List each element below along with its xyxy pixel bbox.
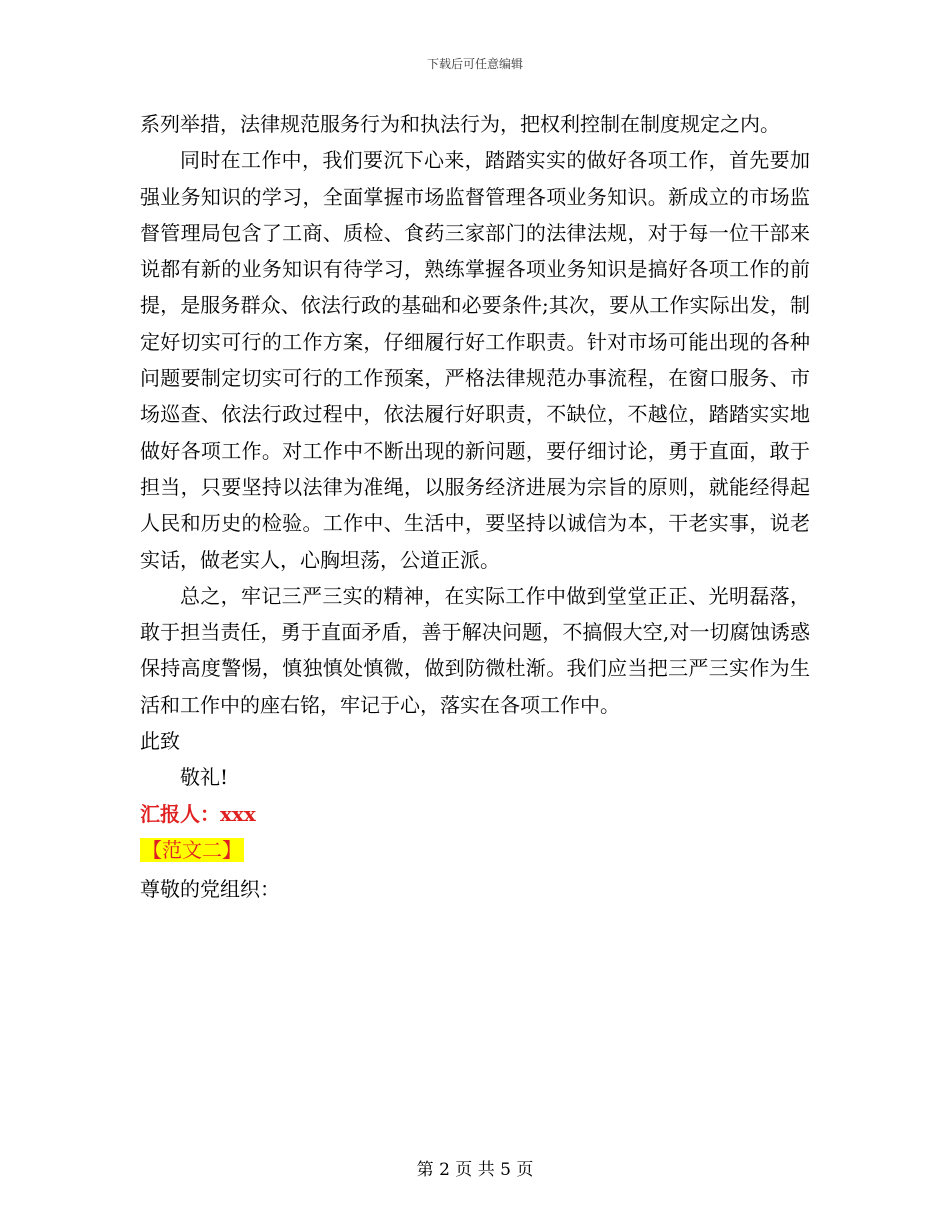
paragraph-3: 总之，牢记三严三实的精神，在实际工作中做到堂堂正正、光明磊落，敢于担当责任，勇于直面矛盾，善于解决问题，不搞假大空,对一切腐蚀诱惑保持高度警惕，慎独慎处慎微，做到防微杜渐。我们应当把三严三实作为生活和工作中的座右铭，牢记于心，落实在各项工作中。 xyxy=(140,583,810,717)
section-title-text: 【范文二】 xyxy=(142,837,242,862)
salutation: 尊敬的党组织： xyxy=(140,877,280,902)
paragraph-1: 系列举措，法律规范服务行为和执法行为，把权利控制在制度规定之内。 xyxy=(140,112,780,136)
closing-line-2: 敬礼! xyxy=(180,765,229,790)
paragraph-2: 同时在工作中，我们要沉下心来，踏踏实实的做好各项工作，首先要加强业务知识的学习，全面掌握市场监督管理各项业务知识。新成立的市场监督管理局包含了工商、质检、食药三家部门的法律法规，对于每一位干部来说都有新的业务知识有待学习，熟练掌握各项业务知识是搞好各项工作的前提，是服务群众、依法行政的基础和必要条件;其次，要从工作实际出发，制定好切实可行的工作方案，仔细履行好工作职责。针对市场可能出现的各种问题要制定切实可行的工作预案，严格法律规范办事流程，在窗口服务、市场巡查、依法行政过程中，依法履行好职责，不缺位，不越位，踏踏实实地做好各项工作。对工作中不断出现的新问题，要仔细讨论，勇于直面，敢于担当，只要坚持以法律为准绳，以服务经济进展为宗旨的原则，就能经得起人民和历史的检验。工作中、生活中，要坚持以诚信为本，干老实事，说老实话，做老实人，心胸坦荡，公道正派。 xyxy=(140,148,810,572)
signature: 汇报人：xxx xyxy=(140,801,256,826)
document-body xyxy=(140,106,810,908)
closing-line-1: 此致 xyxy=(140,729,180,754)
section-title xyxy=(140,832,810,868)
page-header-note: 下载后可任意编辑 xyxy=(426,57,523,71)
page-footer: 第 2 页 共 5 页 xyxy=(416,1160,534,1180)
